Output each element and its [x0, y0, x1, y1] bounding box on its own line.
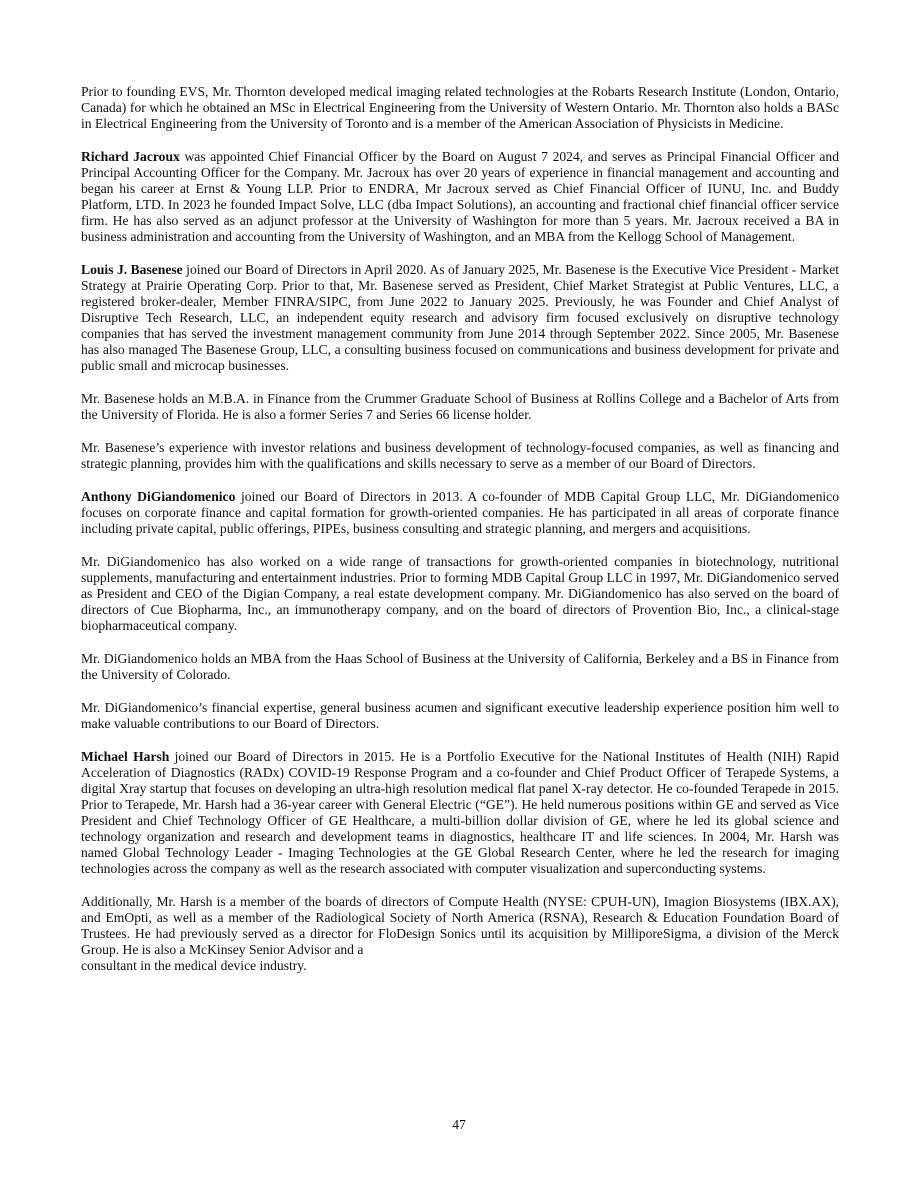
paragraph-text: Mr. Basenese’s experience with investor relations and business development of technology-focused companies, as well as financing and strategic planning, provides him with the qualifications and skills necessary to serve as a member of our Board of Directors.: [81, 440, 839, 471]
paragraph-digiandomenico-bio: [81, 489, 839, 537]
paragraph-basenese-education: [81, 391, 839, 423]
paragraph-harsh-bio: [81, 749, 839, 877]
paragraph-text: joined our Board of Directors in 2013. A co-founder of MDB Capital Group LLC, Mr. DiGiandomenico focuses on corporate finance and capital formation for growth-oriented companies. He has participated in all areas of corporate finance including private capital, public offerings, PIPEs, business consulting and strategic planning, and mergers and acquisitions.: [81, 489, 840, 536]
paragraph-text: joined our Board of Directors in 2015. He is a Portfolio Executive for the National Institutes of Health (NIH) Rapid Acceleration of Diagnostics (RADx) COVID-19 Response Program and a co-founder and Chief Product Officer of Terapede Systems, a digital Xray startup that focuses on developing an ultra-high resolution medical flat panel X-ray detector. He co-founded Terapede in 2015. Prior to Terapede, Mr. Harsh had a 36-year career with General Electric (“GE”). He held numerous positions within GE and served as Vice President and Chief Technology Officer of GE Healthcare, a multi-billion dollar division of GE, where he led its global science and technology organization and research and development teams in diagnostics, healthcare IT and life sciences. In 2004, Mr. Harsh was named Global Technology Leader - Imaging Technologies at the GE Global Research Center, where he led the research for imaging technologies across the company as well as the research associated with computer visualization and superconducting systems.: [81, 749, 839, 876]
paragraph-tail-text: consultant in the medical device industry.: [81, 958, 307, 973]
page-number: 47: [452, 1117, 466, 1132]
paragraph-text: Mr. DiGiandomenico has also worked on a wide range of transactions for growth-oriented companies in biotechnology, nutritional supplements, manufacturing and entertainment industries. Prior to forming MDB Capital Group LLC in 1997, Mr. DiGiandomenico served as President and CEO of the Digian Company, a real estate development company. Mr. DiGiandomenico has also served on the board of directors of Cue Biopharma, Inc., an immunotherapy company, and on the board of directors of Provention Bio, Inc., a clinical-stage biopharmaceutical company.: [81, 554, 839, 633]
paragraph-text: Prior to founding EVS, Mr. Thornton developed medical imaging related technologies at the Robarts Research Institute (London, Ontario, Canada) for which he obtained an MSc in Electrical Engineering from the University of Western Ontario. Mr. Thornton also holds a BASc in Electrical Engineering from the University of Toronto and is a member of the American Association of Physicists in Medicine.: [81, 84, 839, 131]
paragraph-digiandomenico-education: [81, 651, 839, 683]
person-name: Michael Harsh: [81, 749, 170, 764]
paragraph-text: Mr. DiGiandomenico holds an MBA from the Haas School of Business at the University of California, Berkeley and a BS in Finance from the University of Colorado.: [81, 651, 839, 682]
paragraph-text: Additionally, Mr. Harsh is a member of the boards of directors of Compute Health (NYSE: CPUH-UN), Imagion Biosystems (IBX.AX), and EmOpti, as well as a member of the Radiological Society of North America (RSNA), Research & Education Foundation Board of Trustees. He had previously served as a director for FloDesign Sonics until its acquisition by MilliporeSigma, a division of the Merck Group. He is also a McKinsey Senior Advisor and a: [81, 894, 839, 957]
paragraph-basenese-qualifications: [81, 440, 839, 472]
paragraph-text: Mr. DiGiandomenico’s financial expertise, general business acumen and significant executive leadership experience position him well to make valuable contributions to our Board of Directors.: [81, 700, 839, 731]
paragraph-harsh-boards: [81, 894, 839, 974]
person-name: Anthony DiGiandomenico: [81, 489, 236, 504]
paragraph-digiandomenico-transactions: [81, 554, 839, 634]
paragraph-thornton-background: [81, 84, 839, 132]
paragraph-text: Mr. Basenese holds an M.B.A. in Finance from the Crummer Graduate School of Business at Rollins College and a Bachelor of Arts from the University of Florida. He is also a former Series 7 and Series 66 license holder.: [81, 391, 839, 422]
person-name: Richard Jacroux: [81, 149, 180, 164]
document-body: [81, 84, 839, 991]
paragraph-basenese-bio: [81, 262, 839, 374]
paragraph-text: was appointed Chief Financial Officer by the Board on August 7 2024, and serves as Principal Financial Officer and Principal Accounting Officer for the Company. Mr. Jacroux has over 20 years of experience in financial management and accounting and began his career at Ernst & Young LLP. Prior to ENDRA, Mr Jacroux served as Chief Financial Officer of IUNU, Inc. and Buddy Platform, LTD. In 2023 he founded Impact Solve, LLC (dba Impact Solutions), an accounting and fractional chief financial officer service firm. He has also served as an adjunct professor at the University of Washington for more than 5 years. Mr. Jacroux received a BA in business administration and accounting from the University of Washington, and an MBA from the Kellogg School of Management.: [81, 149, 839, 244]
person-name: Louis J. Basenese: [81, 262, 183, 277]
paragraph-text: joined our Board of Directors in April 2020. As of January 2025, Mr. Basenese is the Executive Vice President - Market Strategy at Prairie Operating Corp. Prior to that, Mr. Basenese served as President, Chief Market Strategist at Public Ventures, LLC, a registered broker-dealer, Member FINRA/SIPC, from June 2022 to January 2025. Previously, he was Founder and Chief Analyst of Disruptive Tech Research, LLC, an independent equity research and advisory firm focused exclusively on disruptive technology companies that has served the investment management community from June 2014 through September 2022. Since 2005, Mr. Basenese has also managed The Basenese Group, LLC, a consulting business focused on communications and business development for private and public small and microcap businesses.: [81, 262, 839, 373]
paragraph-digiandomenico-qualifications: [81, 700, 839, 732]
paragraph-jacroux-bio: [81, 149, 839, 245]
